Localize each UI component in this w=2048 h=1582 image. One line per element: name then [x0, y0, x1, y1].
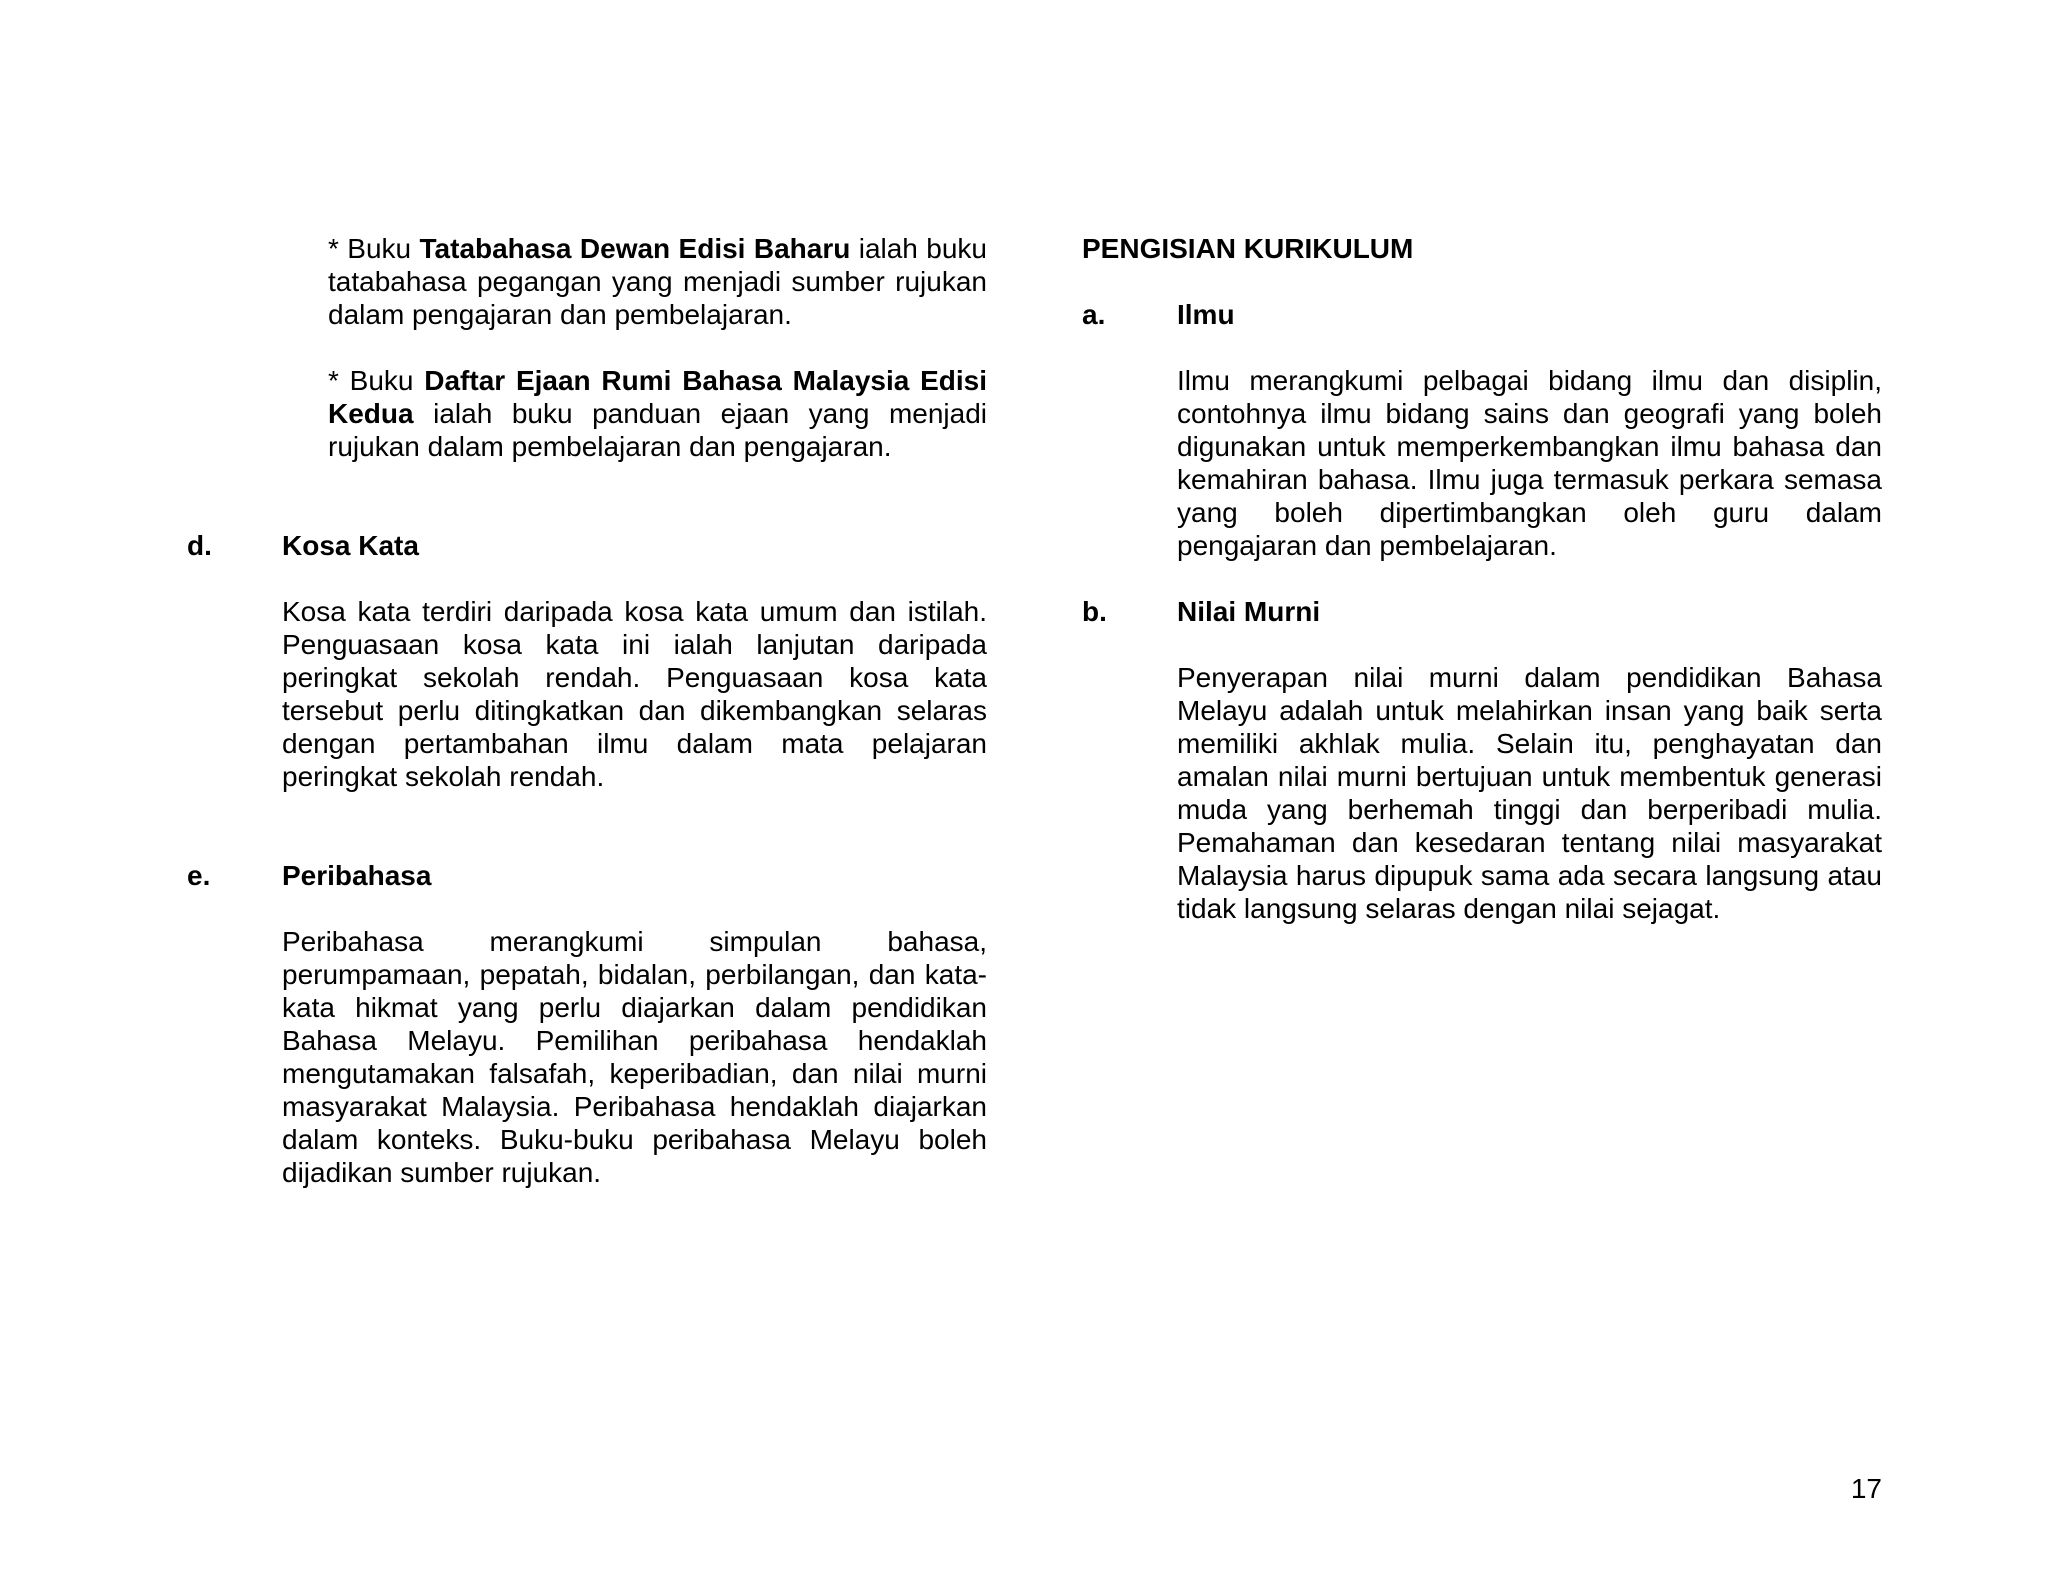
section-title: Kosa Kata	[282, 530, 419, 561]
section-body-peribahasa: Peribahasa merangkumi simpulan bahasa, perumpamaan, pepatah, bidalan, perbilangan, dan kata-kata hikmat yang perlu diajarkan dalam pendidikan Bahasa Melayu. Pemilihan peribahasa hendaklah mengutamakan falsafah, keperibadian, dan nilai murni masyarakat Malaysia. Peribahasa hendaklah diajarkan dalam konteks. Buku-buku peribahasa Melayu boleh dijadikan sumber rujukan.	[282, 926, 987, 1188]
section-title: Ilmu	[1177, 299, 1235, 330]
left-column	[187, 232, 987, 1189]
note-text: ialah buku tatabahasa pegangan yang menjadi sumber rujukan dalam pengajaran dan pembelajaran.	[328, 233, 987, 330]
page-number: 17	[1850, 1473, 1882, 1504]
section-title: Nilai Murni	[1177, 596, 1321, 627]
note-prefix: * Buku	[328, 365, 425, 396]
note-tatabahasa-dewan	[328, 232, 987, 331]
note-text: ialah buku panduan ejaan yang menjadi rujukan dalam pembelajaran dan pengajaran.	[328, 398, 987, 462]
book-title: Daftar Ejaan Rumi Bahasa Malaysia Edisi Kedua	[328, 365, 987, 429]
section-letter: d.	[187, 530, 212, 561]
section-heading-peribahasa	[187, 859, 987, 892]
section-heading-kosa-kata	[187, 529, 987, 562]
section-body-ilmu: Ilmu merangkumi pelbagai bidang ilmu dan disiplin, contohnya ilmu bidang sains dan geografi yang boleh digunakan untuk memperkembangkan ilmu bahasa dan kemahiran bahasa. Ilmu juga termasuk perkara semasa yang boleh dipertimbangkan oleh guru dalam pengajaran dan pembelajaran.	[1177, 365, 1882, 561]
section-body-kosa-kata: Kosa kata terdiri daripada kosa kata umum dan istilah. Penguasaan kosa kata ini ialah lanjutan daripada peringkat sekolah rendah. Penguasaan kosa kata tersebut perlu ditingkatkan dan dikembangkan selaras dengan pertambahan ilmu dalam mata pelajaran peringkat sekolah rendah.	[282, 596, 987, 792]
page-heading: PENGISIAN KURIKULUM	[1082, 233, 1414, 264]
note-daftar-ejaan	[328, 364, 987, 463]
section-heading-nilai-murni	[1082, 595, 1882, 628]
section-body-nilai-murni: Penyerapan nilai murni dalam pendidikan Bahasa Melayu adalah untuk melahirkan insan yang baik serta memiliki akhlak mulia. Selain itu, penghayatan dan amalan nilai murni bertujuan untuk membentuk generasi muda yang berhemah tinggi dan berperibadi mulia. Pemahaman dan kesedaran tentang nilai masyarakat Malaysia harus dipupuk sama ada secara langsung atau tidak langsung selaras dengan nilai sejagat.	[1177, 662, 1882, 924]
section-title: Peribahasa	[282, 860, 432, 891]
note-prefix: * Buku	[328, 233, 420, 264]
section-letter: b.	[1082, 596, 1107, 627]
book-title: Tatabahasa Dewan Edisi Baharu	[419, 233, 851, 264]
section-letter: a.	[1082, 299, 1106, 330]
section-letter: e.	[187, 860, 211, 891]
right-column	[1082, 232, 1882, 925]
section-heading-ilmu	[1082, 298, 1882, 331]
